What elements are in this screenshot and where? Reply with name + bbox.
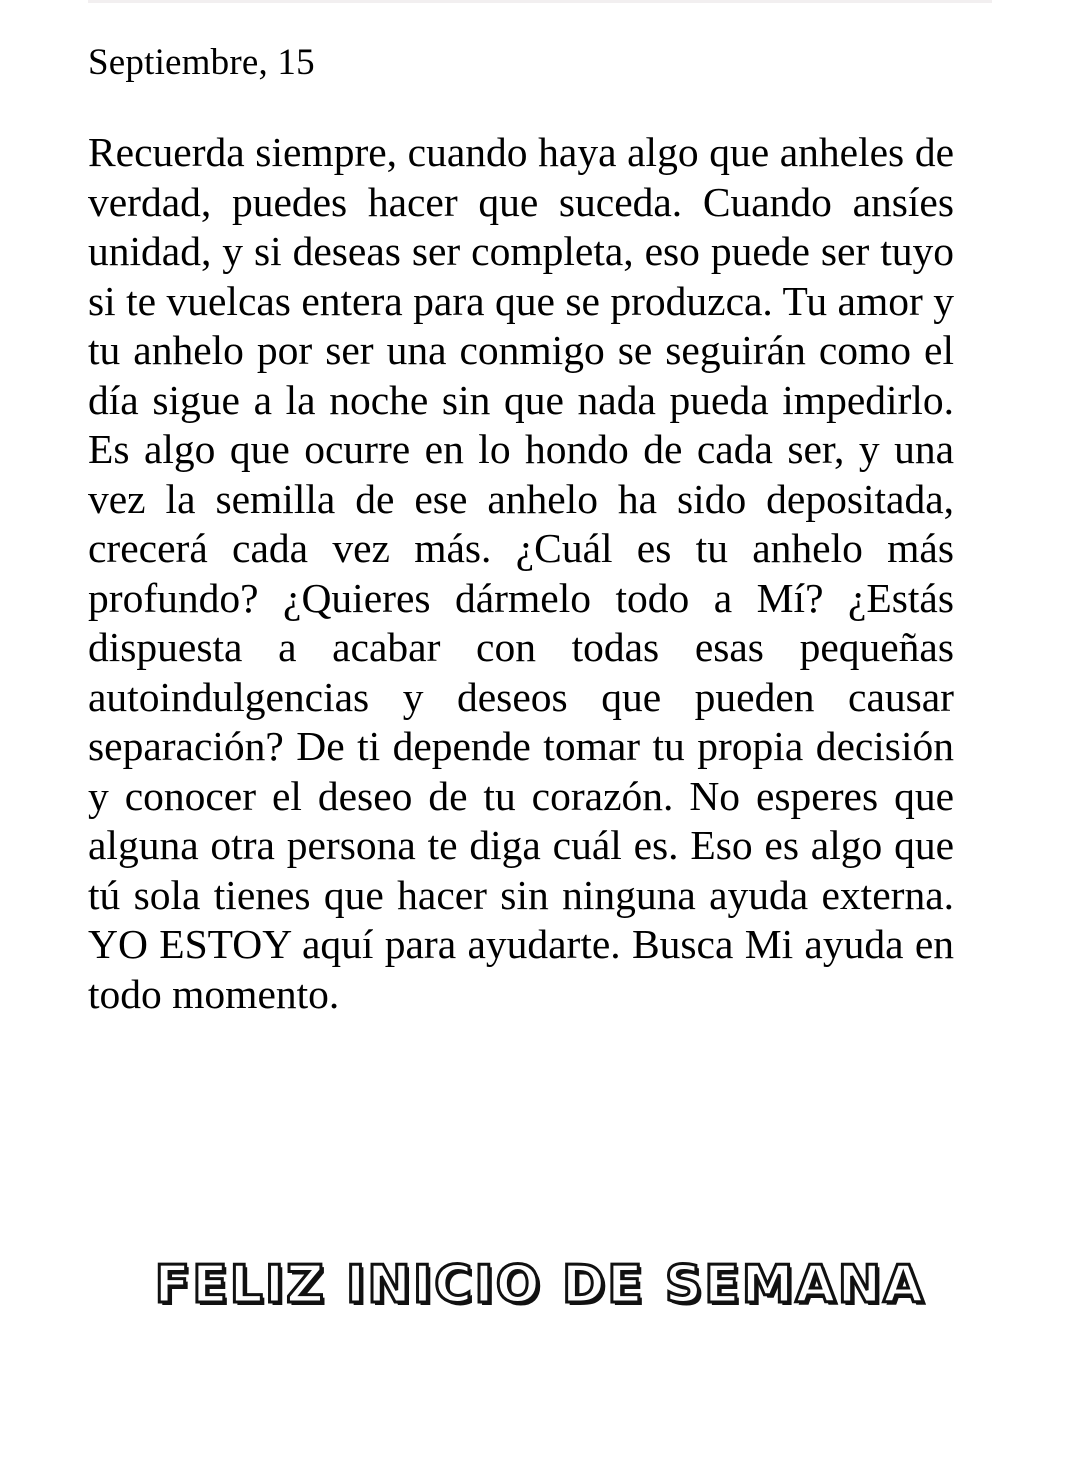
document-content	[88, 40, 954, 1019]
body-paragraph: Recuerda siempre, cuando haya algo que anheles de verdad, puedes hacer que suceda. Cuando ansíes unidad, y si deseas ser completa, eso puede ser tuyo si te vuelcas entera para que se produzca. Tu amor y tu anhelo por ser una conmigo se seguirán como el día sigue a la noche sin que nada pueda impedirlo. Es algo que ocurre en lo hondo de cada ser, y una vez la semilla de ese anhelo ha sido depositada, crecerá cada vez más. ¿Cuál es tu anhelo más profundo? ¿Quieres dármelo todo a Mí? ¿Estás dispuesta a acabar con todas esas pequeñas autoindulgencias y deseos que pueden causar separación? De ti depende tomar tu propia decisión y conocer el deseo de tu corazón. No esperes que alguna otra persona te diga cuál es. Eso es algo que tú sola tienes que hacer sin ninguna ayuda externa. YO ESTOY aquí para ayudarte. Busca Mi ayuda en todo momento.	[88, 129, 954, 1017]
date-heading: Septiembre, 15	[88, 42, 315, 83]
closing-banner	[0, 1255, 1080, 1315]
closing-text: FELIZ INICIO DE SEMANA	[154, 1255, 926, 1315]
top-divider	[88, 0, 992, 3]
